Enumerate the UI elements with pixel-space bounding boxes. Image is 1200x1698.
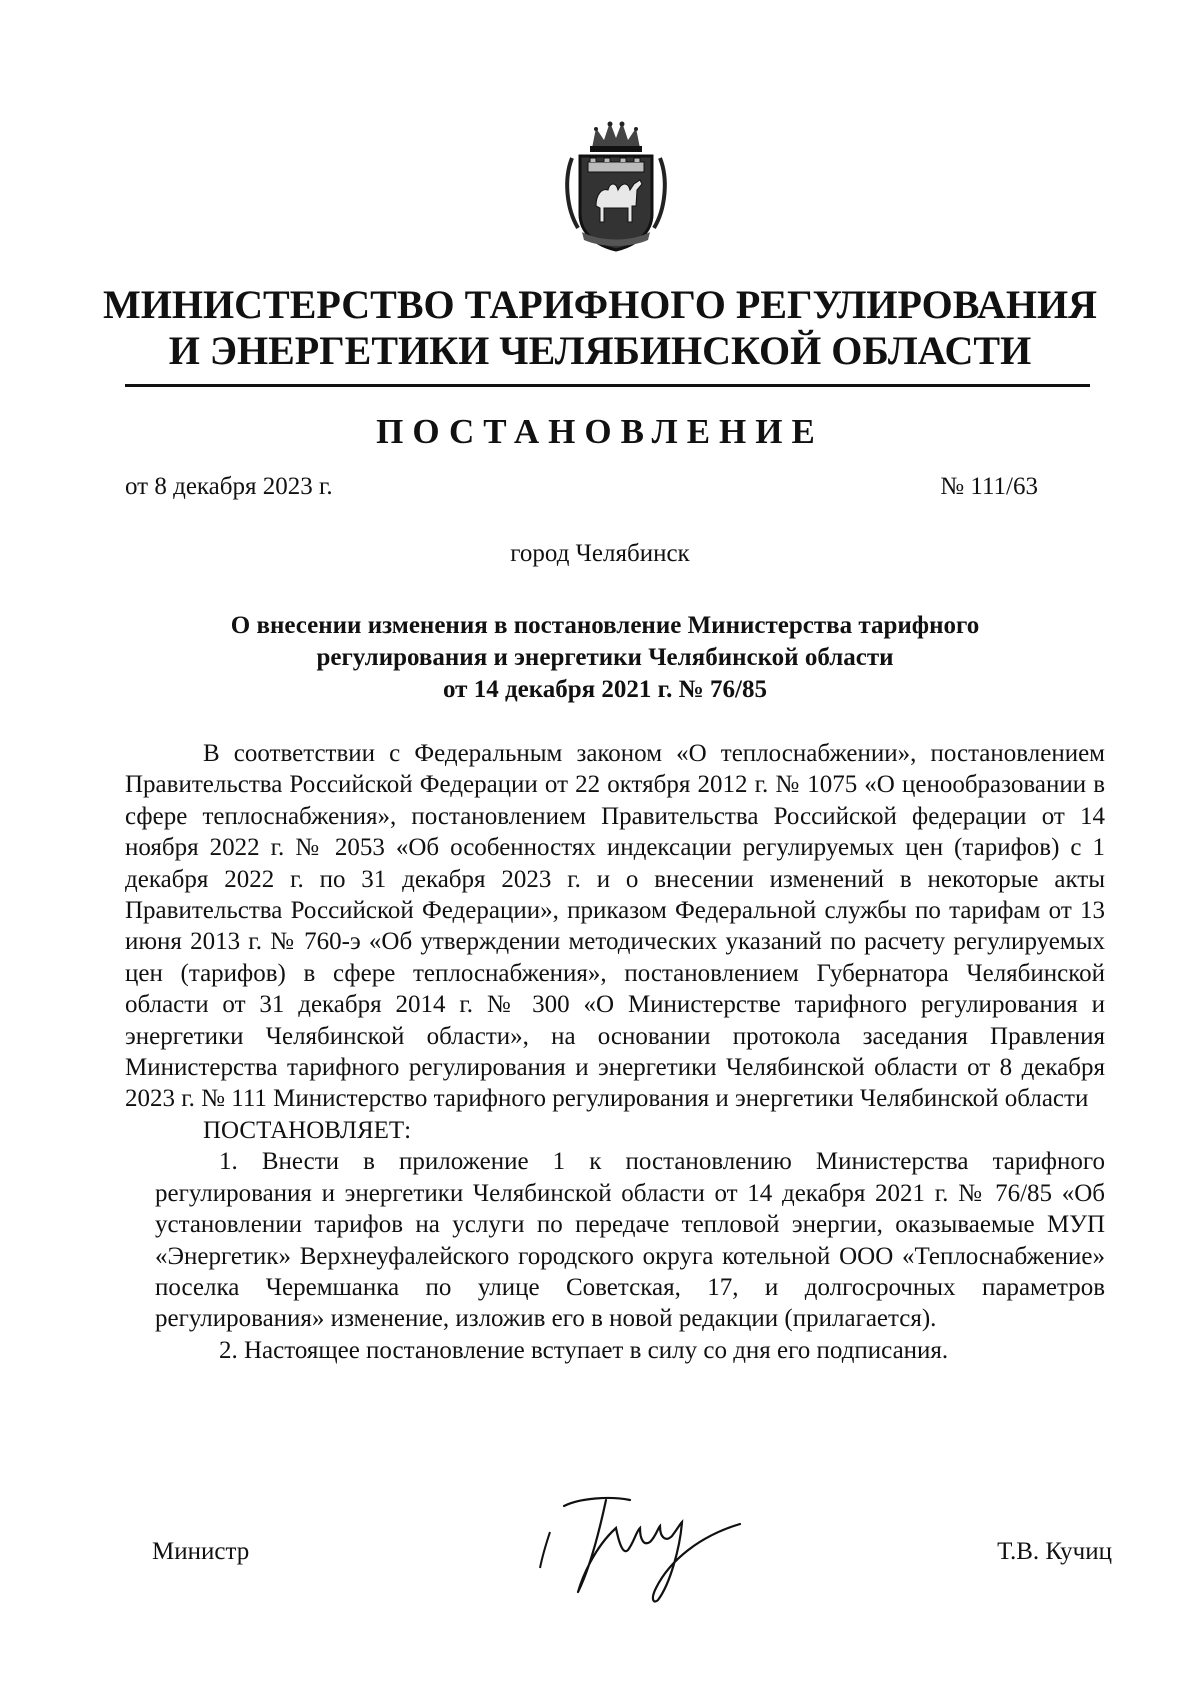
decree-word: ПОСТАНОВЛЯЕТ: xyxy=(203,1116,412,1144)
signatory-position: Министр xyxy=(152,1538,250,1565)
decree-item-2: 2. Настоящее постановление вступает в силу со дня его подписания. xyxy=(219,1336,949,1364)
handwritten-signature xyxy=(520,1488,780,1608)
preamble-paragraph: В соответствии с Федеральным законом «О теплоснабжении», постановлением Правительства Российской Федерации от 22 октября 2012 г. № 1075 «О ценообразовании в сфере теплоснабжения», постановлением Правительства Российской федерации от 14 ноября 2022 г. № 2053 «Об особенностях индексации регулируемых цен (тарифов) с 1 декабря 2022 г. по 31 декабря 2023 г. и о внесении изменений в некоторые акты Правительства Российской Федерации», приказом Федеральной службы по тарифам от 13 июня 2013 г. № 760-э «Об утверждении методических указаний по расчету регулируемых цен (тарифов) в сфере теплоснабжения», постановлением Губернатора Челябинской области от 31 декабря 2014 г. № 300 «О Министерстве тарифного регулирования и энергетики Челябинской области», на основании протокола заседания Правления Министерства тарифного регулирования и энергетики Челябинской области от 8 декабря 2023 г. № 111 Министерство тарифного регулирования и энергетики Челябинской области xyxy=(125,740,1105,1113)
document-type: ПОСТАНОВЛЕНИЕ xyxy=(376,412,824,451)
document-city: город Челябинск xyxy=(510,540,690,567)
decree-items xyxy=(155,1146,1105,1366)
coat-of-arms-emblem xyxy=(560,118,672,254)
subject-line2: регулирования и энергетики Челябинской области xyxy=(316,644,894,671)
document-body xyxy=(125,738,1105,1366)
document-date: от 8 декабря 2023 г. xyxy=(125,473,333,500)
ministry-title xyxy=(90,282,1110,374)
crown-icon xyxy=(590,122,642,153)
document-number: № 111/63 xyxy=(940,473,1038,500)
ministry-title-line2: И ЭНЕРГЕТИКИ ЧЕЛЯБИНСКОЙ ОБЛАСТИ xyxy=(168,328,1032,373)
decree-item-1: 1. Внести в приложение 1 к постановлению Министерства тарифного регулирования и энергетики Челябинской области от 14 декабря 2021 г. № 76/85 «Об установлении тарифов на услуги по передаче тепловой энергии, оказываемые МУП «Энергетик» Верхнеуфалейского городского округа котельной ООО «Теплоснабжение» поселка Черемшанка по улице Советская, 17, и долгосрочных параметров регулирования» изменение, изложив его в новой редакции (прилагается). xyxy=(155,1148,1105,1333)
document-subject xyxy=(200,610,1010,706)
subject-line1: О внесении изменения в постановление Министерства тарифного xyxy=(230,612,980,639)
header-divider xyxy=(125,384,1090,387)
ministry-title-line1: МИНИСТЕРСТВО ТАРИФНОГО РЕГУЛИРОВАНИЯ xyxy=(103,282,1097,327)
subject-line3: от 14 декабря 2021 г. № 76/85 xyxy=(443,676,767,703)
signatory-name: Т.В. Кучиц xyxy=(997,1538,1112,1565)
